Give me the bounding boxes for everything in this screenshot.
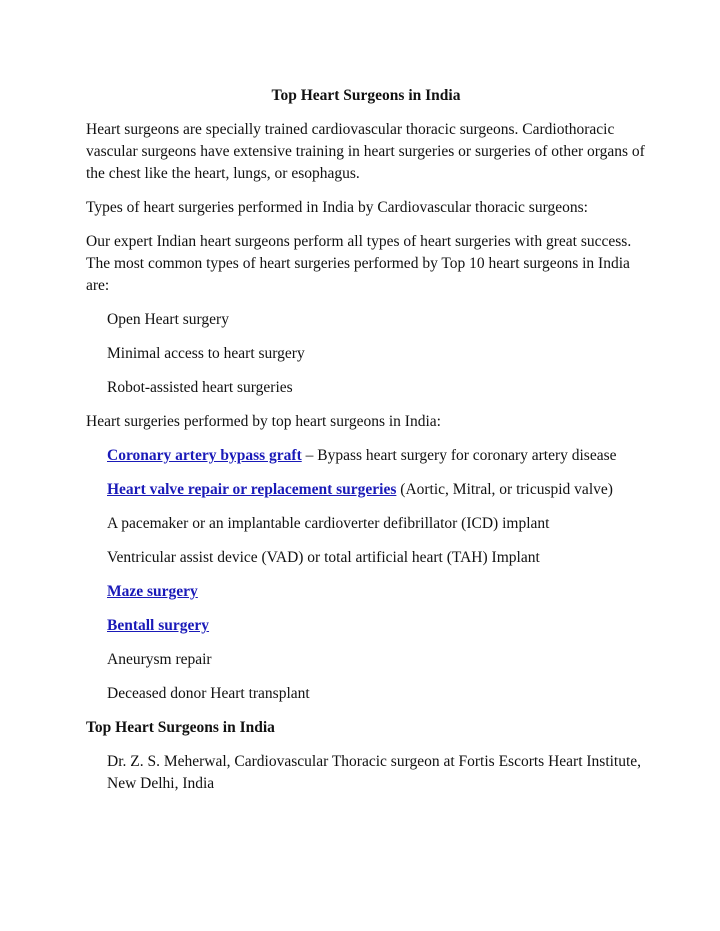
surgeon-entry: Dr. Z. S. Meherwal, Cardiovascular Thoracic surgeon at Fortis Escorts Heart Institute, New Delhi, India <box>107 753 642 792</box>
surgeons-heading: Top Heart Surgeons in India <box>86 719 275 736</box>
surgery-item-maze <box>107 581 646 603</box>
document-page <box>86 85 646 807</box>
maze-surgery-link[interactable]: Maze surgery <box>107 583 198 600</box>
common-type-item: Minimal access to heart surgery <box>107 345 305 362</box>
types-heading: Types of heart surgeries performed in India by Cardiovascular thoracic surgeons: <box>86 199 588 216</box>
surgery-description: (Aortic, Mitral, or tricuspid valve) <box>396 481 613 498</box>
intro-paragraph: Heart surgeons are specially trained cardiovascular thoracic surgeons. Cardiothoracic vascular surgeons have extensive training in heart surgeries or surgeries of other organs of the chest like the heart, lungs, or esophagus. <box>86 121 645 182</box>
surgery-item-valve <box>107 479 646 501</box>
surgery-item-bentall <box>107 615 646 637</box>
surgery-description: – Bypass heart surgery for coronary artery disease <box>301 447 617 464</box>
surgery-item-transplant: Deceased donor Heart transplant <box>107 685 310 702</box>
heart-valve-surgeries-link[interactable]: Heart valve repair or replacement surgeries <box>107 481 397 498</box>
surgery-item-vad: Ventricular assist device (VAD) or total artificial heart (TAH) Implant <box>107 549 540 566</box>
bentall-surgery-link[interactable]: Bentall surgery <box>107 617 210 634</box>
common-type-item: Robot-assisted heart surgeries <box>107 379 293 396</box>
document-title: Top Heart Surgeons in India <box>271 87 461 104</box>
surgery-item-pacemaker: A pacemaker or an implantable cardioverter defibrillator (ICD) implant <box>107 515 550 532</box>
common-type-item: Open Heart surgery <box>107 311 229 328</box>
expert-paragraph: Our expert Indian heart surgeons perform all types of heart surgeries with great success. The most common types of heart surgeries performed by Top 10 heart surgeons in India are: <box>86 233 632 294</box>
coronary-artery-bypass-graft-link[interactable]: Coronary artery bypass graft <box>107 447 302 464</box>
surgery-item-aneurysm: Aneurysm repair <box>107 651 212 668</box>
surgery-item-cabg <box>107 445 646 467</box>
performed-heading: Heart surgeries performed by top heart surgeons in India: <box>86 413 441 430</box>
